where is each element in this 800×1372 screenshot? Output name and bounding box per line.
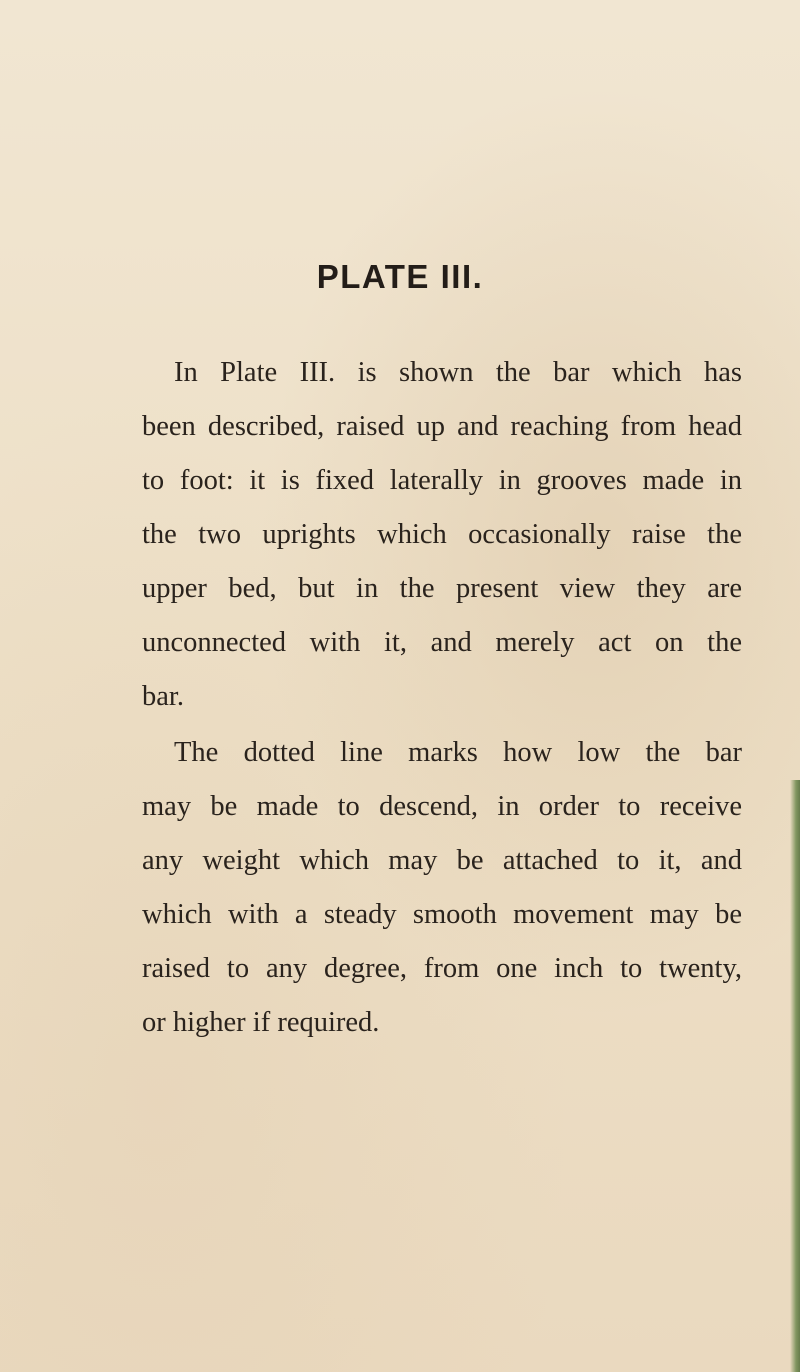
paragraph-line: the two uprights which occasionally raise the (142, 519, 742, 550)
paragraph-line: or higher if required. (142, 1007, 380, 1038)
paragraph-line: raised to any degree, from one inch to twenty, (142, 953, 742, 984)
paragraph-line: any weight which may be attached to it, and (142, 845, 742, 876)
paragraph-line: may be made to descend, in order to receive (142, 791, 742, 822)
page-title: PLATE III. (316, 258, 484, 295)
paragraph-line: been described, raised up and reaching from head (142, 411, 742, 442)
paragraph-2 (142, 726, 742, 1050)
paragraph-line: unconnected with it, and merely act on the (142, 627, 742, 658)
paragraph-line: The dotted line marks how low the bar (174, 737, 742, 768)
paragraph-line: to foot: it is fixed laterally in grooves made in (142, 465, 742, 496)
paragraph-line: upper bed, but in the present view they are (142, 573, 742, 604)
page-edge-stain (790, 780, 800, 1372)
paragraph-1 (142, 346, 742, 724)
paragraph-line: bar. (142, 681, 184, 712)
paragraph-line: which with a steady smooth movement may be (142, 899, 742, 930)
paragraph-line: In Plate III. is shown the bar which has (174, 357, 742, 388)
